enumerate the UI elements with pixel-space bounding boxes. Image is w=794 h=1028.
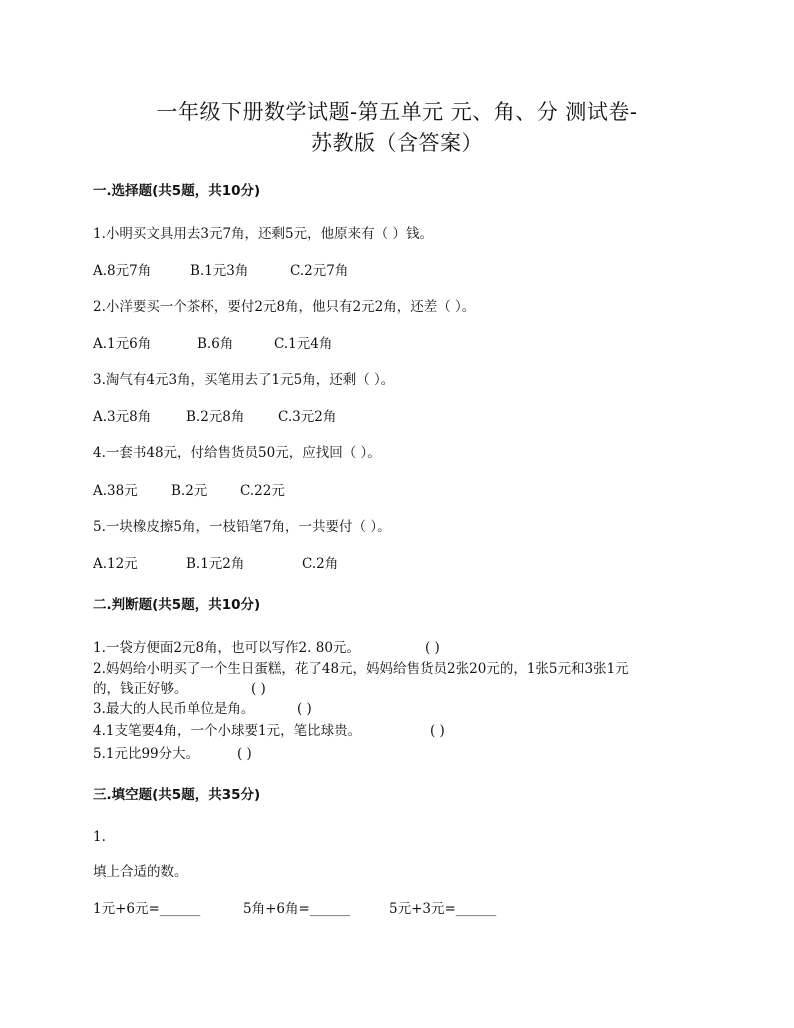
option-b: B.2元8角 bbox=[186, 409, 245, 425]
fill-blank-equation: 5元+3元=______ bbox=[389, 901, 497, 917]
option-a: A.8元7角 bbox=[93, 263, 152, 279]
judgement-item: 2.妈妈给小明买了一个生日蛋糕，花了48元，妈妈给售货员2张20元的，1张5元和3张1元 bbox=[93, 661, 629, 677]
section-heading-fill: 三.填空题(共5题，共35分) bbox=[93, 787, 261, 803]
option-c: C.22元 bbox=[240, 483, 285, 499]
answer-parentheses: ( ) bbox=[251, 681, 266, 697]
section-heading-choice: 一.选择题(共5题，共10分) bbox=[93, 183, 261, 199]
question-text: 4.一套书48元，付给售货员50元，应找回（ ）。 bbox=[93, 445, 381, 461]
question-text: 3.淘气有4元3角，买笔用去了1元5角，还剩（ ）。 bbox=[93, 372, 395, 388]
question-text: 2.小洋要买一个茶杯，要付2元8角，他只有2元2角，还差（ ）。 bbox=[93, 299, 476, 315]
judgement-item: 1.一袋方便面2元8角，也可以写作2. 80元。 bbox=[93, 640, 360, 656]
answer-parentheses: ( ) bbox=[297, 701, 312, 717]
option-c: C.2元7角 bbox=[290, 263, 349, 279]
option-a: A.12元 bbox=[93, 556, 138, 572]
option-b: B.1元2角 bbox=[186, 556, 245, 572]
question-instruction: 填上合适的数。 bbox=[93, 864, 188, 880]
judgement-item: 4.1支笔要4角，一个小球要1元，笔比球贵。 bbox=[93, 723, 362, 739]
question-number: 1. bbox=[93, 829, 106, 845]
option-a: A.3元8角 bbox=[93, 409, 152, 425]
section-heading-judgement: 二.判断题(共5题，共10分) bbox=[93, 597, 261, 613]
option-b: B.6角 bbox=[197, 336, 234, 352]
question-text: 1.小明买文具用去3元7角，还剩5元，他原来有（ ）钱。 bbox=[93, 226, 433, 242]
option-c: C.2角 bbox=[302, 556, 339, 572]
option-b: B.1元3角 bbox=[190, 263, 249, 279]
fill-blank-equation: 5角+6角=______ bbox=[243, 901, 351, 917]
question-text: 5.一块橡皮擦5角，一枝铅笔7角，一共要付（ ）。 bbox=[93, 519, 391, 535]
option-c: C.1元4角 bbox=[274, 336, 333, 352]
answer-parentheses: ( ) bbox=[430, 723, 445, 739]
judgement-item: 的，钱正好够。 bbox=[93, 681, 188, 697]
option-a: A.1元6角 bbox=[93, 336, 152, 352]
answer-parentheses: ( ) bbox=[237, 746, 252, 762]
option-c: C.3元2角 bbox=[278, 409, 337, 425]
page-title-line2: 苏教版（含答案） bbox=[311, 131, 483, 155]
answer-parentheses: ( ) bbox=[425, 640, 440, 656]
option-b: B.2元 bbox=[171, 483, 208, 499]
fill-blank-equation: 1元+6元=______ bbox=[93, 901, 201, 917]
option-a: A.38元 bbox=[93, 483, 138, 499]
page-title-line1: 一年级下册数学试题-第五单元 元、角、分 测试卷- bbox=[156, 100, 638, 124]
judgement-item: 5.1元比99分大。 bbox=[93, 746, 200, 762]
judgement-item: 3.最大的人民币单位是角。 bbox=[93, 701, 255, 717]
